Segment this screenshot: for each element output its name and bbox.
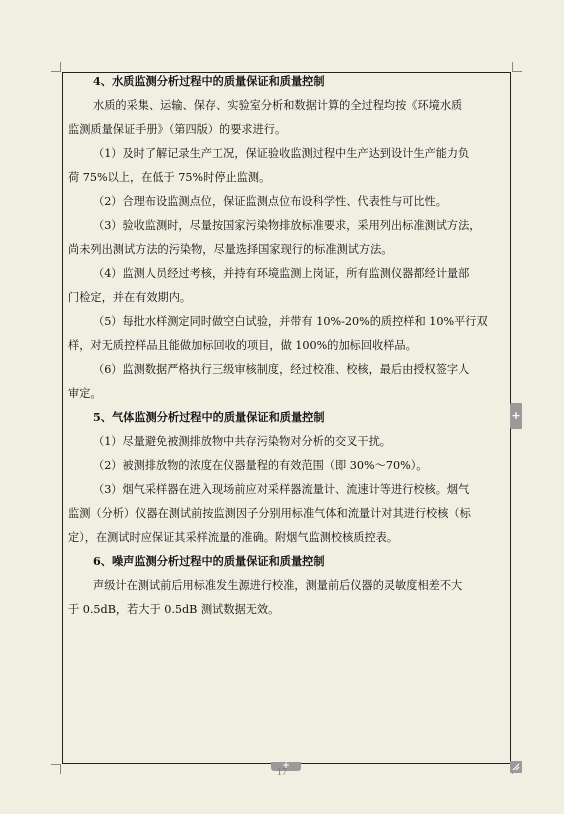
paragraph-line: （2）被测排放物的浓度在仪器量程的有效范围（即 30%～70%）。 [93, 459, 428, 472]
paragraph-line: 水质的采集、运输、保存、实验室分析和数据计算的全过程均按《环境水质 [93, 99, 463, 112]
corner-mark-bottom-left [51, 764, 61, 774]
paragraph-line: 审定。 [68, 387, 102, 400]
paragraph-line: 门检定，并在有效期内。 [68, 291, 192, 304]
page-number: 17 [277, 767, 287, 778]
paragraph-line: 监测（分析）仪器在测试前按监测因子分别用标准气体和流量计对其进行校核（标 [68, 507, 471, 520]
section-heading-noise: 6、噪声监测分析过程中的质量保证和质量控制 [93, 554, 325, 568]
paragraph-line: （3）烟气采样器在进入现场前应对采样器流量计、流速计等进行校核。烟气 [93, 483, 470, 496]
table-add-column-handle[interactable] [510, 403, 522, 429]
paragraph-line: （1）尽量避免被测排放物中共存污染物对分析的交叉干扰。 [93, 435, 391, 448]
paragraph-line: 样，对无质控样品且能做加标回收的项目，做 100%的加标回收样品。 [68, 339, 417, 352]
corner-mark-top-left [51, 62, 61, 72]
paragraph-line: 定），在测试时应保证其采样流量的准确。附烟气监测校核质控表。 [68, 531, 399, 544]
paragraph-line: （5）每批水样测定同时做空白试验，并带有 10%-20%的质控样和 10%平行双 [93, 315, 488, 328]
section-heading-gas: 5、气体监测分析过程中的质量保证和质量控制 [93, 410, 325, 424]
paragraph-line: 声级计在测试前后用标准发生源进行校准，测量前后仪器的灵敏度相差不大 [93, 579, 463, 592]
paragraph-line: 荷 75%以上，在低于 75%时停止监测。 [68, 171, 271, 184]
resize-grip-icon[interactable] [510, 761, 522, 773]
paragraph-line: （3）验收监测时，尽量按国家污染物排放标准要求，采用列出标准测试方法， [93, 219, 481, 232]
paragraph-line: （4）监测人员经过考核，并持有环境监测上岗证，所有监测仪器都经计量部 [93, 267, 470, 280]
plus-icon: + [511, 409, 521, 422]
paragraph-line: 于 0.5dB，若大于 0.5dB 测试数据无效。 [68, 603, 280, 616]
paragraph-line: 监测质量保证手册》（第四版）的要求进行。 [68, 123, 287, 136]
plus-icon: + [282, 761, 290, 771]
paragraph-line: 尚未列出测试方法的污染物，尽量选择国家现行的标准测试方法。 [68, 243, 393, 256]
corner-mark-top-right [512, 62, 522, 72]
paragraph-line: （2）合理布设监测点位，保证监测点位布设科学性、代表性与可比性。 [93, 195, 447, 208]
paragraph-line: （1）及时了解记录生产工况，保证验收监测过程中生产达到设计生产能力负 [93, 147, 470, 160]
section-heading-water: 4、水质监测分析过程中的质量保证和质量控制 [93, 74, 325, 88]
paragraph-line: （6）监测数据严格执行三级审核制度，经过校准、校核，最后由授权签字人 [93, 363, 470, 376]
